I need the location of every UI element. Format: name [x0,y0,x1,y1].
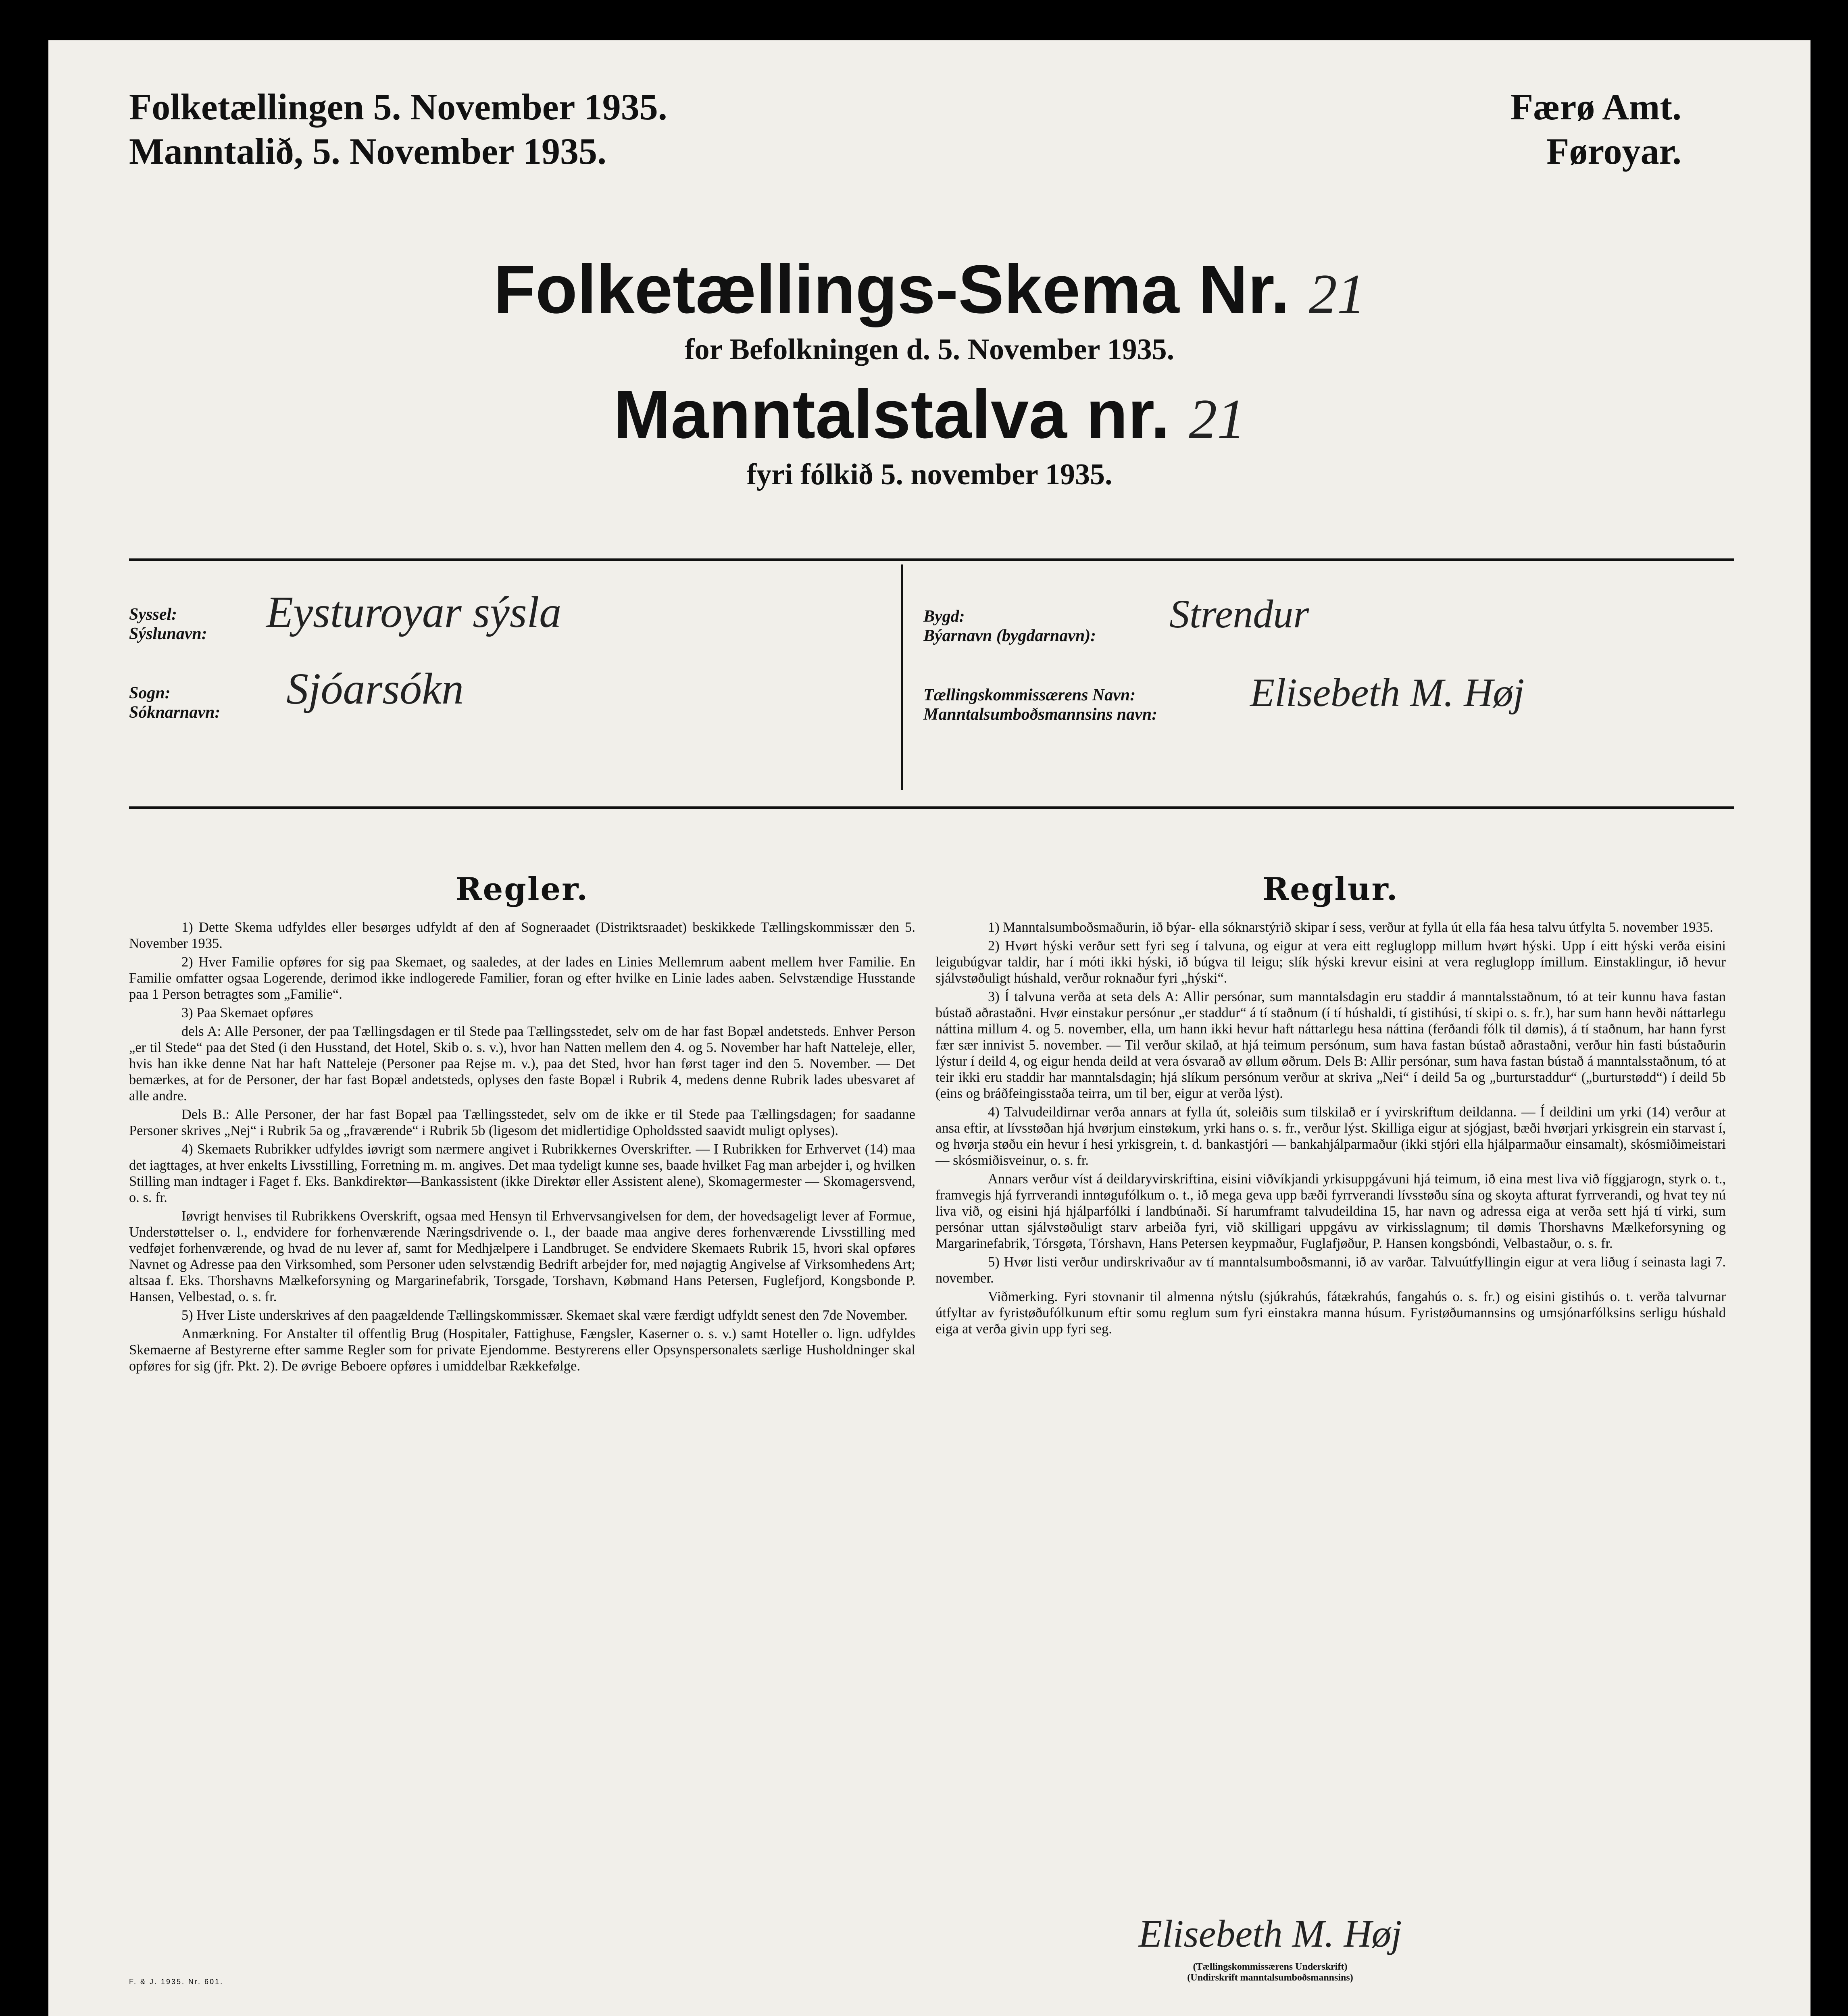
census-form-sheet [48,40,1810,2016]
rules-fo-paragraph: 5) Hvør listi verður undirskrivaður av tí manntalsumboðsmanni, ið av varðar. Talvuútfyllingin eigur at vera liðug í seinasta lagi 7. november. [935,1254,1726,1286]
stalva-subtitle: fyri fólkið 5. november 1935. [746,458,1113,491]
bygd-value: Strendur [1169,591,1309,636]
rules-fo-paragraph: 1) Manntalsumboðsmaðurin, ið býar- ella sóknarstýrið skipar í sess, verður at fylla út ella fáa hesa talvu útfylta 5. november 1935. [988,920,1713,935]
signature-caption: (Tællingskommissærens Underskrift) (Undirskrift manntalsumboðsmannsins) [1187,1962,1353,1983]
rules-fo-paragraph: Annars verður víst á deildaryvirskriftina, eisini viðvíkjandi yrkisuppgávuni hjá teimum, ið eina mest liva við fíggjarogn, styrk o. t., framvegis hjá fyrrverandi inntøgufólkum o. t., ið mega geva upp bæði fyrrverandi lívsstøðu sína og skoyta afturat fyrrverandi, og hvat tey nú liva við, og eisini hjá hjálparfólki í landbúnaði. Sí harumframt talvudeildina 15, har navn og adressa eiga at verða sett hjá tí virki, sum persónar uttan sjálvstøðuligt starv arbeiða fyri, við skilligari uppgávu av virkisslagnum; til dømis Thorshavns Mælkeforsyning og Margarinefabrik, Tórsgøta, Tórshavn, Hans Petersen keypmaður, Fuglafjøður, P. Hansen kongsbóndi, Velbastaður, o. s. fr. [935,1171,1726,1251]
rules-da-paragraph: 5) Hver Liste underskrives af den paagældende Tællingskommissær. Skemaet skal være færdigt udfyldt senest den 7de November. [181,1308,908,1323]
rules-da-paragraph: Dels B.: Alle Personer, der har fast Bopæl paa Tællingsstedet, selv om de ikke er til Stede paa Tællingsdagen; for saadanne Personer skrives „Nej“ i Rubrik 5a og „fraværende“ i Rubrik 5b (ligesom det midlertidige Opholdssted saavidt muligt oplyses). [129,1107,915,1138]
rules-da-paragraph: 1) Dette Skema udfyldes eller besørges udfyldt af den af Sogneraadet (Distriktsraadet) beskikkede Tællingskommissær den 5. November 1935. [129,920,915,951]
kommissaer-value: Elisebeth M. Høj [1250,670,1525,715]
sogn-label: Sogn: Sóknarnavn: [129,684,221,722]
rules-fo-paragraph: 2) Hvørt hýski verður sett fyri seg í talvuna, og eigur at vera eitt regluglopp millum hvørt hýski. Upp í eitt hýski verða eisini leigubúgvar taldir, har í móti ikki hýski, ið búgva til leigu; slík hýski krevur eisini at vera regluglopp ímillum. Einstaklingur, ið hevur sjálvstøðuligt húshald, verður roknaður fyri „hýski“. [935,938,1726,986]
rules-da-title: Regler. [455,871,589,908]
field-bottom-rule [129,806,1734,809]
header-left-line2: Manntalið, 5. November 1935. [129,131,607,172]
syssel-value: Eysturoyar sýsla [266,587,562,637]
header-right-line2: Føroyar. [1546,131,1681,172]
rules-da-paragraph: 2) Hver Familie opføres for sig paa Skemaet, og saaledes, at der lades en Linies Mellemrum aabent mellem hver Familie. En Familie omfatter ogsaa Logerende, derimod ikke indlogerede Familier, foran og efter hvilke en Linie lades aaben. Selvstændige Husstande paa 1 Person betragtes som „Familie“. [129,954,915,1002]
stalva-title [48,375,1810,454]
rules-da-paragraph: Anmærkning. For Anstalter til offentlig Brug (Hospitaler, Fattighuse, Fængsler, Kaserner o. s. v.) samt Hoteller o. lign. udfyldes Skemaerne af Bestyrerne efter samme Regler som for private Ejendomme. Bestyrerens eller Opsynspersonalets særlige Husholdninger skal opføres for sig (jfr. Pkt. 2). De øvrige Beboere opføres i umiddelbar Rækkefølge. [129,1326,915,1374]
printer-mark: F. & J. 1935. Nr. 601. [129,1978,224,1986]
rules-fo-column [935,919,1726,1339]
header-left [129,85,667,174]
skema-number: 21 [1308,263,1365,325]
header-right [1510,85,1681,174]
sogn-value: Sjóarsókn [286,664,464,713]
rules-da-paragraph: 4) Skemaets Rubrikker udfyldes iøvrigt som nærmere angivet i Rubrikkernes Overskrifter. — I Rubrikken for Erhvervet (14) maa det iagttages, at hver enkelts Livsstilling, Forretning m. m. angives. Det maa tydeligt kunne ses, baade hvilket Fag man arbejder i, og hvilken Stilling man indtager i Faget f. Eks. Bankdirektør—Bankassistent (ikke Direktør eller Assistent alene), Skomagermester — Skomagersvend, o. s. fr. [129,1141,915,1205]
bygd-label: Bygd: Býarnavn (bygdarnavn): [923,607,1096,646]
stalva-number: 21 [1189,388,1246,450]
header-left-line1: Folketællingen 5. November 1935. [129,86,667,127]
field-divider [901,564,903,790]
rules-da-paragraph: Iøvrigt henvises til Rubrikkens Overskrift, ogsaa med Hensyn til Erhvervsangivelsen for dem, der hovedsageligt lever af Formue, Understøttelser o. l., endvidere for forhenværende Næringsdrivende o. l., der baade maa angive deres forhenværende Livsstilling med vedføjet forhenværende, og hvad de nu lever af, samt for Medhjælpere i Landbruget. Se endvidere Skemaets Rubrik 15, hvori skal opføres Navnet og Adresse paa den Virksomhed, som Personer uden selvstændig Bedrift arbejder for, med nøjagtig Angivelse af Virksomhedens Art; altsaa f. Eks. Thorshavns Mælkeforsyning og Margarinefabrik, Torsgade, Torshavn, Købmand Hans Petersen, Fuglefjord, Kongsbonde P. Hansen, Velbestad, o. s. fr. [129,1208,915,1304]
skema-subtitle: for Befolkningen d. 5. November 1935. [684,333,1175,366]
rules-da-paragraph: dels A: Alle Personer, der paa Tællingsdagen er til Stede paa Tællingsstedet, selv om de har fast Bopæl andetsteds. Enhver Person „er til Stede“ paa det Sted (i den Husstand, det Hotel, Skib o. s. v.), hvor han Natten mellem den 4. og 5. November har haft Natteleje, eller, hvis han ikke denne Nat har haft Natteleje (Personer paa Rejse m. v.), paa det Sted, hvor han først tager ind den 5. November. — Det bemærkes, at for de Personer, der har fast Bopæl andetsteds, oplyses den faste Bopæl i Rubrik 4, medens denne Rubrik lades ubesvaret af alle andre. [129,1024,915,1104]
rules-fo-paragraph: 4) Talvudeildirnar verða annars at fylla út, soleiðis sum tilskilað er í yvirskriftum deildanna. — Í deildini um yrki (14) verður at ansa eftir, at lívsstøðan hjá hvørjum einstøkum, yrki hans o. s. fr., verður lýst. Skilliga eigur at sjógjast, bæði hvørjari yrkisgrein ein starvast í, og hvørja støðu ein hevur í hesi yrkisgrein, t. d. bankastjóri — bankahjálparmaður (ikki stjóri ella hjálparmaður einsamalt), skósmiðimeistari — skósmiðisveinur, o. s. fr. [935,1104,1726,1168]
kommissaer-label: Tællingskommissærens Navn: Manntalsumboðsmannsins navn: [923,686,1158,724]
skema-title [48,250,1810,329]
skema-title-label: Folketællings-Skema Nr. [494,251,1290,328]
rules-fo-title: Reglur. [1263,871,1399,908]
rules-fo-paragraph: Viðmerking. Fyri stovnanir til almenna nýtslu (sjúkrahús, fátækrahús, fangahús o. s. fr.) og eisini gistihús o. t. verða talvurnar útfyltar av fyristøðufólkunum eftir somu reglum sum fyri einstakra manna húsum. Fyristøðumannsins og umsjónarfólksins serligu húshald eiga at verða givin upp fyri seg. [935,1289,1726,1337]
stalva-title-label: Manntalstalva nr. [613,376,1170,453]
field-top-rule [129,558,1734,561]
syssel-label: Syssel: Sýslunavn: [129,605,207,644]
rules-da-column [129,919,915,1377]
signature: Elisebeth M. Høj [1138,1912,1402,1955]
rules-da-paragraph: 3) Paa Skemaet opføres [181,1005,313,1020]
rules-fo-paragraph: 3) Í talvuna verða at seta dels A: Allir persónar, sum manntalsdagin eru staddir á manntalsstaðnum, tó at teir kunnu hava fastan bústað aðrastaðni. Hvør einstakur persónur „er staddur“ á tí staðnum (í tí húshaldi, tí gistihúsi, tí skipi o. s. fr.), har sum hann hevði náttarlegu náttina millum 4. og 5. november, ella, um hann ikki hevur haft náttarlegu hesa náttina (ferðandi fólk til dømis), á tí staðnum, har hann fyrst fær sær innivist 5. november. — Til verður skilað, at hjá teimum persónum, sum hava fastan bústað aðrastaðni, verður hin fasti bústaðurin lýstur í deild 4, og eigur henda deild at vera ósvarað av øllum øðrum. Dels B: Allir persónar, sum hava fastan bústað á manntalsstaðnum, tó at teir ikki eru staddir har manntalsdagin; hjá slíkum persónum verður at skriva „Nei“ í deild 5a og „burturstaddur“ („burturstødd“) í deild 5b (eins og bráðfeingisstaða teirra, um til ber, eigur at verða lýst). [935,989,1726,1101]
header-right-line1: Færø Amt. [1510,86,1681,127]
